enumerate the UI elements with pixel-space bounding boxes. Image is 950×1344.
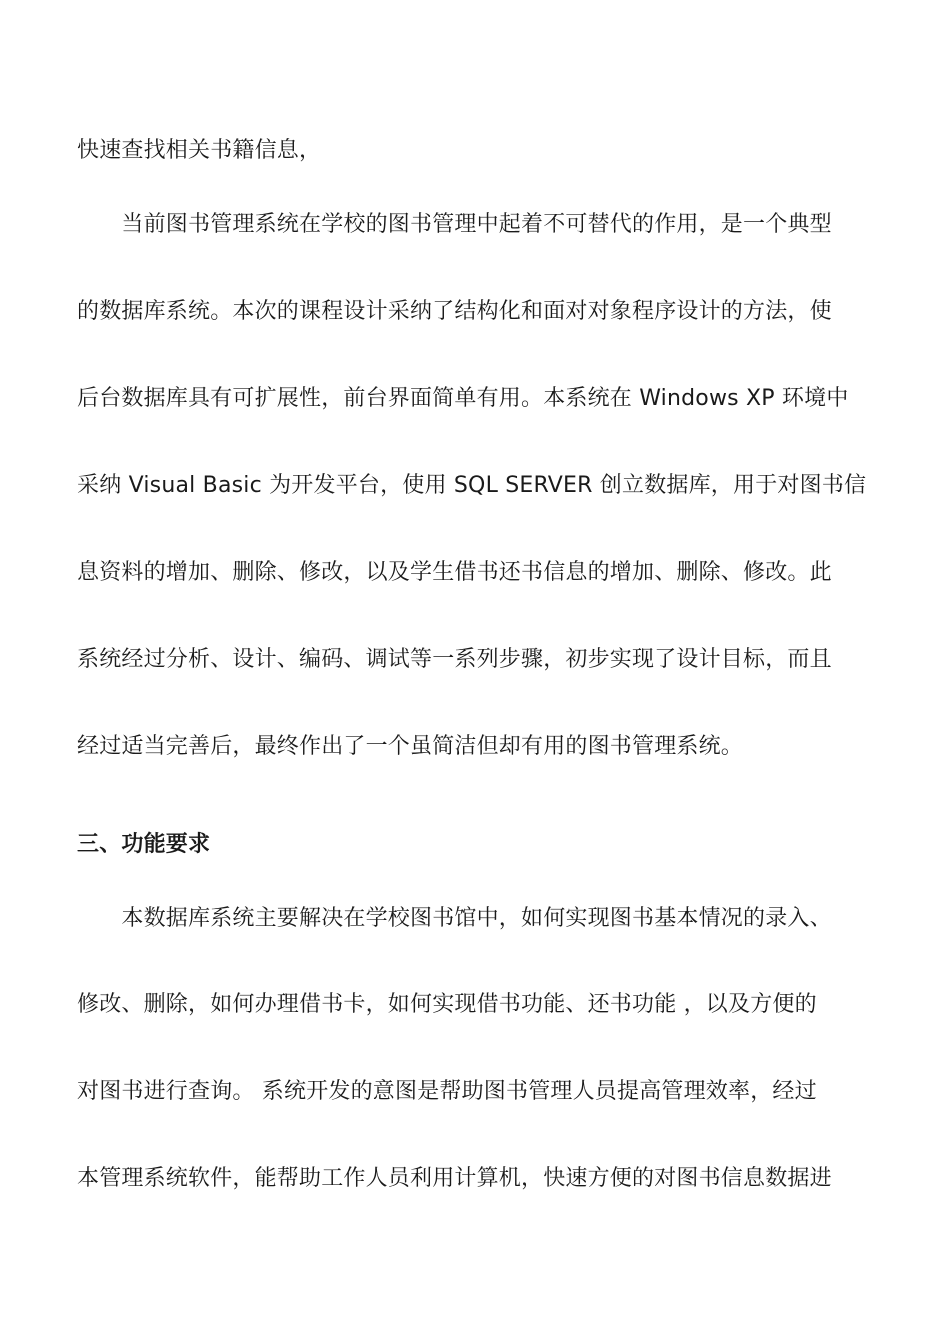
text-line-3: 的数据库系统。本次的课程设计采纳了结构化和面对对象程序设计的方法，使 [77, 299, 832, 324]
text-line-1: 快速查找相关书籍信息， [77, 138, 322, 163]
text-line-8: 经过适当完善后，最终作出了一个虽简洁但却有用的图书管理系统。 [77, 734, 744, 759]
text-line-4: 后台数据库具有可扩展性，前台界面简单有用。本系统在 Windows XP 环境中 [77, 386, 849, 411]
text-line-7: 系统经过分析、设计、编码、调试等一系列步骤，初步实现了设计目标，而且 [77, 647, 832, 672]
text-line-11: 对图书进行查询。 系统开发的意图是帮助图书管理人员提高管理效率，经过 [77, 1079, 817, 1104]
text-line-9: 本数据库系统主要解决在学校图书馆中，如何实现图书基本情况的录入、 [77, 906, 832, 931]
text-line-2: 当前图书管理系统在学校的图书管理中起着不可替代的作用，是一个典型 [77, 212, 832, 237]
text-line-6: 息资料的增加、删除、修改，以及学生借书还书信息的增加、删除、修改。此 [77, 560, 832, 585]
text-line-10: 修改、删除，如何办理借书卡，如何实现借书功能、还书功能 ，以及方便的 [77, 992, 817, 1017]
section-heading: 三、功能要求 [77, 832, 211, 857]
text-line-5: 采纳 Visual Basic 为开发平台，使用 SQL SERVER 创立数据库，用于对图书信 [77, 473, 867, 498]
text-line-12: 本管理系统软件，能帮助工作人员利用计算机，快速方便的对图书信息数据进 [77, 1166, 832, 1191]
